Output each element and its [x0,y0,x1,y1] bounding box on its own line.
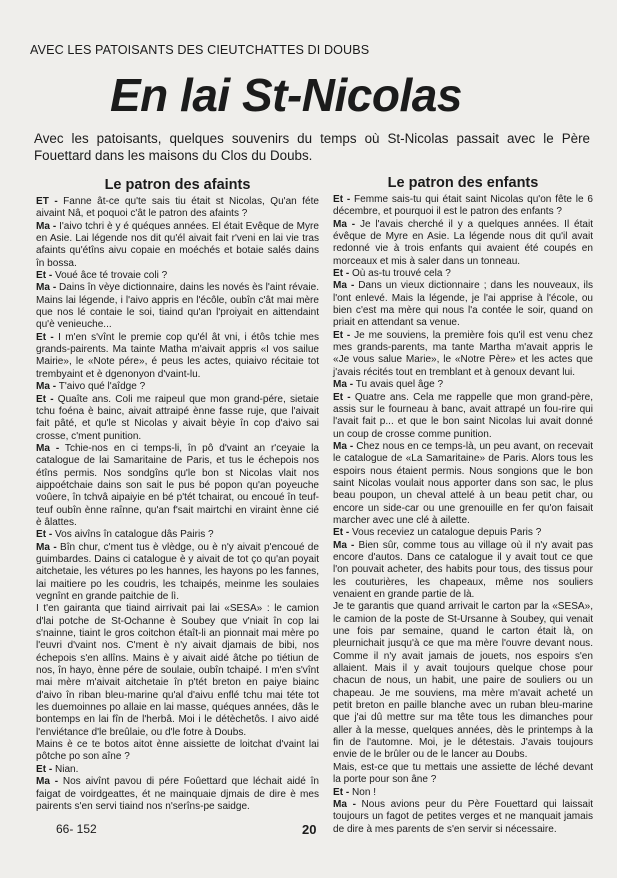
patois-column-heading: Le patron des afaints [104,177,251,193]
dialogue-paragraph [36,381,319,393]
speaker-label: Ma - [333,798,356,810]
dialogue-text: I m'en s'vînt le premie cop qu'él ât vni, i étôs tchie mes grands-pairents. Ma tainte Matha m'aivait appris «I vos sailue Mairie», le «Note pére», é peus les actes, quiaivo récitaie tot trembyaint et è dgenonyon d'vaint-lu. [36,331,319,380]
dialogue-text: Nos aivînt pavou di pére Foûettard que léchait aidé în faigat de voirdgeattes, ét ne mainquaie djmais de dire è mes pairents s'en servi tiaind nos n'serîns-pe saidge. [36,776,319,812]
dialogue-paragraph [36,443,319,529]
french-column-body [333,194,593,836]
patois-column [36,177,319,813]
speaker-label: Ma - [333,280,355,292]
dialogue-text: Dains în vèye dictionnaire, dains les novés ès l'aint révaie. Mains lai légende, i l'aivo appris en l'écôle, oubîn c'ât mai mère que nos lé contaie le soi, tiaind qu'an l'proiyait en aittendaint qu'è venieuche... [36,282,319,331]
dialogue-paragraph [333,194,593,219]
speaker-label: Ma - [36,442,60,454]
speaker-label: Et - [36,763,53,775]
dialogue-text: Vos aivîns în catalogue dâs Pairis ? [52,529,214,541]
dialogue-text: Nian. [52,763,79,775]
dialogue-text: Tu avais quel âge ? [353,379,444,391]
speaker-label: Et - [36,393,54,405]
dialogue-paragraph [333,219,593,268]
dialogue-text: Bien sûr, comme tous au village où il n'y avait pas encore d'autos. Dans ce catalogue il y avait tout ce que l'on pouvait acheter, des habits pour tous, des tissus pour les couturières, les chapeaux, même nos souliers venaient en grande partie de là. [333,539,593,600]
dialogue-text: Nous avions peur du Père Fouettard qui laissait toujours un fagot de petites verges et ne manquait jamais de dire à mes parents de s'en servir si nécessaire. [333,798,593,835]
dialogue-text: Où as-tu trouvé cela ? [349,268,451,280]
article-title: En lai St-Nicolas [110,69,462,121]
dialogue-paragraph [333,527,593,539]
dialogue-text: T'aivo qué l'aîdge ? [56,381,146,393]
dialogue-text: Voué âce té trovaie coli ? [52,270,168,282]
dialogue-text: Mais, est-ce que tu mettais une assiette de léché devant la porte pour son âne ? [333,761,593,786]
dialogue-paragraph [333,379,593,391]
dialogue-text: Chez nous en ce temps-là, un peu avant, on recevait le catalogue de «La Samaritaine» de Paris. Alors tous les espoirs nous étaient permis. Nous songions que le bon saint Nicolas voulait nous apporter dans son sac, le plus beau poupon, un cheval attelé à un beau petit char, ou encore un side-car ou une grenouille en fer qu'on faisait marcher avec une clé à ailette. [333,440,593,526]
speaker-label: Ma - [36,381,57,393]
dialogue-paragraph [36,542,319,604]
dialogue-paragraph [36,394,319,443]
dialogue-paragraph [333,540,593,602]
speaker-label: Ma - [333,218,356,230]
dialogue-paragraph [36,221,319,270]
dialogue-paragraph [36,282,319,331]
dialogue-paragraph [36,196,319,221]
dialogue-paragraph [333,330,593,379]
speaker-label: Et - [333,786,350,798]
dialogue-text: Mains è ce te botos aitot ènne aissiette de loitchat d'vaint lai pôtche po son aîne ? [36,739,319,763]
dialogue-paragraph [36,529,319,541]
dialogue-paragraph [36,332,319,381]
dialogue-text: Tchie-nos en ci temps-li, în pô d'vaint an r'ceyaie la catalogue de lai Samaritaine de Paris, et tus le échepois nos étîns permis. Nos sondgîns qu'le bon st Nicolas vlait nos aippoétchaie dains son sait le pus bé popon qu'an poyeuche voûere, în tchvâ aipaiyie en bé p'tét tchairat, ou encoué în teuf-teuf oubîn ènne raînne, qu'an f'sait mairtchi en viraint ènne cié è âlattes. [36,442,319,528]
dialogue-text: Femme sais-tu qui était saint Nicolas qu'on fête le 6 décembre, et pourquoi il est le patron des enfants ? [333,194,593,218]
speaker-label: Ma - [36,220,57,232]
dialogue-text: Je te garantis que quand arrivait le carton par la «SESA», le camion de la poste de St-Ursanne à Soubey, qui venait une fois par semaine, quand le carton était là, on pleurnichait jusqu'à ce que ma mère l'ouvre devant nous. Comme il n'y avait jamais de jouets, nos espoirs s'en allaient. Mais il y avait toujours quelque chose pour chacun de nous, un habit, une paire de souliers ou un chapeau. Je me souviens, ma mère m'avait acheté un petit breton en paille blanche avec un ruban bleu-marine que j'ai dû mettre sur ma tête tous les dimanches pour aller à la messe, quelques années, dès le printemps à la fin de l'automne. Moi, je le détestais. J'avais toujours envie de le brûler ou de le lancer au Doubs. [333,601,593,761]
dialogue-text: Bîn chur, c'ment tus è vlèdge, ou è n'y aivait p'encoué de guimbardes. Dains ci catalogue è y aivait de tot ço qu'an poyait aitchetaie, les vétures po les hannes, les hayons po les fannes, lai maitiere po les coudris, les tchaipés, meinme les soulaies vegnînt en grande paitchie de lì. [36,541,319,602]
speaker-label: Ma - [333,379,354,391]
speaker-label: Et - [333,527,350,539]
french-column-heading: Le patron des enfants [387,175,539,191]
speaker-label: Et - [333,329,351,341]
speaker-label: Et - [36,270,53,282]
dialogue-paragraph [333,280,593,329]
dialogue-paragraph [36,270,319,282]
speaker-label: Et - [333,391,351,403]
speaker-label: Ma - [333,440,354,452]
dialogue-paragraph [36,603,319,739]
speaker-label: Ma - [333,539,355,551]
speaker-label: Et - [36,331,54,343]
issue-number: 66- 152 [56,822,97,836]
patois-column-body [36,196,319,813]
dialogue-text: Non ! [349,786,376,798]
french-column [333,175,594,836]
dialogue-paragraph [333,799,593,836]
dialogue-paragraph [333,441,593,527]
dialogue-paragraph [333,762,593,787]
page-number: 20 [302,822,317,837]
dialogue-text: Quatre ans. Cela me rappelle que mon grand-père, assis sur le fourneau à banc, avait attrapé un fou-rire qui l'avait fait p... et que le bon saint Nicolas lui avait donné un coup de crosse comme punition. [333,391,594,440]
speaker-label: ET - [36,196,58,207]
speaker-label: Ma - [36,776,59,788]
dialogue-paragraph [333,268,593,280]
dialogue-text: Dans un vieux dictionnaire ; dans les nouveaux, ils l'ont enlevé. Mais la légende, je l'ai apprise à l'école, ou bien c'est ma mère qui nous l'a contée le soir, quand on priait en attendant sa venue. [333,280,593,329]
dialogue-paragraph [36,776,319,813]
dialogue-paragraph [333,601,593,761]
dialogue-text: Je me souviens, la première fois qu'il est venu chez mes grands-parents, ma tante Martha m'avait appris le «Je vous salue Marie», le «Notre Père» et les actes que j'avais récités tout en tremblant et à genoux devant lui. [333,329,593,378]
section-header: AVEC LES PATOISANTS DES CIEUTCHATTES DI DOUBS [30,43,370,57]
speaker-label: Ma - [36,282,57,294]
dialogue-text: Quaîte ans. Coli me raipeul que mon grand-pére, sietaie tchu foéna è bainc, aivait attraipé ènne fasse ruje, que l'aivait fait pâté, et qu'le st Nicolas y aivait bèyie în cop d'aivo sai crosse, c'ment punition. [36,393,319,442]
dialogue-paragraph [36,739,319,764]
speaker-label: Et - [36,529,53,541]
speaker-label: Et - [333,194,351,205]
dialogue-text: Vous receviez un catalogue depuis Paris ? [349,527,542,539]
dialogue-text: Je l'avais cherché il y a quelques années. Il était évêque de Myre en Asie. La légende nous dit qu'il avait redonné vie à trois enfants qui avaient été coupés en morceaux et mis à saler dans un tonneau. [333,218,593,267]
dialogue-paragraph [333,787,593,799]
dialogue-paragraph [333,392,593,441]
dialogue-paragraph [36,764,319,776]
speaker-label: Et - [333,268,350,280]
dialogue-text: I'aivo tchri è y é quéques années. El était Evêque de Myre en Asie. Lai légende nos dit qu'él aivait fait r'veni en lai vie tras afaints qu'étîns aivu copaie en moéchés et botaie salés dains în bossa. [36,220,319,269]
article-intro: Avec les patoisants, quelques souvenirs du temps où St-Nicolas passait avec le Père Fouettard dans les maisons du Clos du Doubs. [34,131,590,163]
dialogue-text: Fanne ât-ce qu'te sais tiu était st Nicolas, Qu'an féte aivaint Nâ, et poquoi c'ât le patron des afaints ? [36,196,319,220]
speaker-label: Ma - [36,541,57,553]
dialogue-text: I t'en gairanta que tiaind airrivait pai lai «SESA» : le camion d'lai potche de St-Ochanne è Soubey que v'niait în cop lai s'nainne, tiaint le gros coitchon étaît-li an pionnait mai mère po l'euvri d'vaint nos. C'ment è n'y aivait djamais de bibi, nos échepois s'en allîns. Mains è y aivait aidé âtche po tiétiun de nos, în hayo, ènne pére de soulaie, oubîn tchaipé. I m'en s'vînt mai mère m'aivait aitchetaie în p'tét breton en paiye biainc d'aivo în riban bleu-marine qu'al d'aivu enflé tchu mai téte tot les duemoinnes po allaie en lai masse, quéques années, dâs le bontemps en lai fîn de l'herbâ. Moi i le détèchetôs. I aivo aidé l'enviétance d'le breûlaie, ou d'le fotre à Doubs. [36,603,319,738]
